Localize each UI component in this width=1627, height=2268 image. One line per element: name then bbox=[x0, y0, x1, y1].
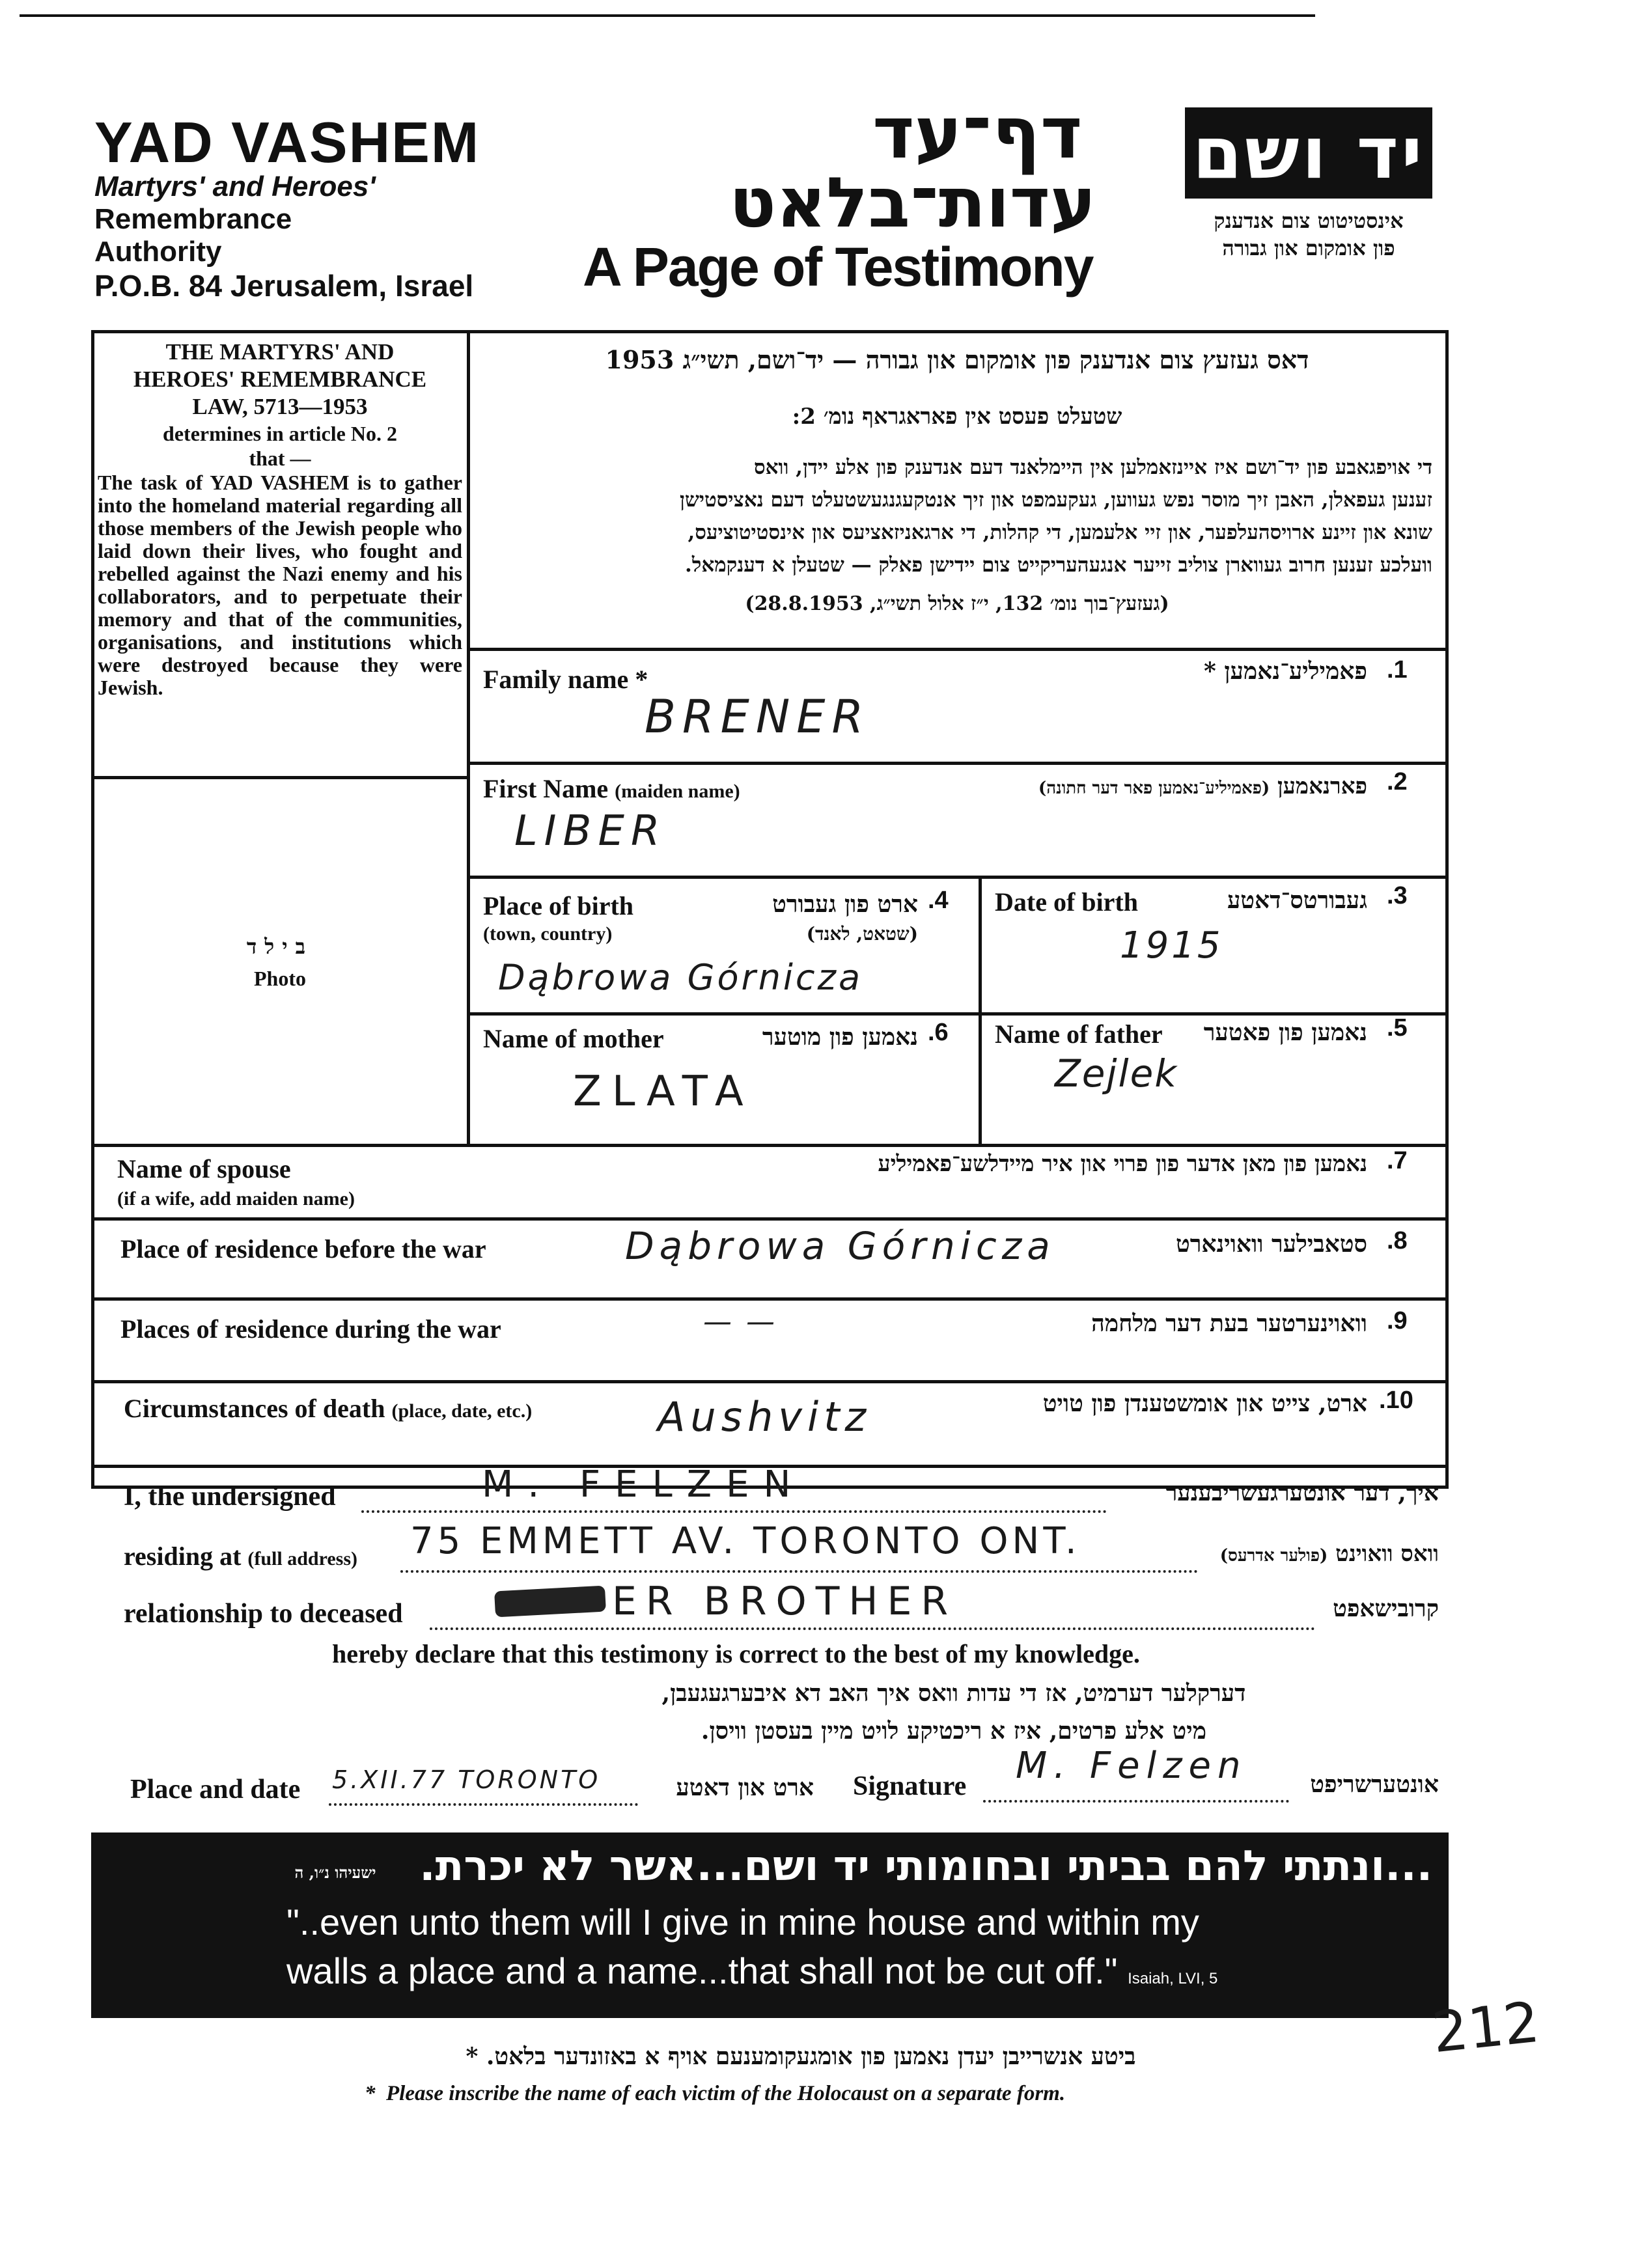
left-column-divider bbox=[467, 330, 470, 1147]
relationship-value[interactable]: ER BROTHER bbox=[612, 1579, 958, 1624]
place-date-label: Place and date bbox=[130, 1775, 301, 1805]
photo-hebrew: בילד bbox=[246, 934, 314, 959]
banner-english-2: walls a place and a name...that shall not be cut off." Isaiah, LVI, 5 bbox=[286, 1950, 1218, 1991]
death-hebrew: ארט, צייט און אומשטענדן פון טויט bbox=[1042, 1390, 1367, 1417]
signature-value[interactable]: M. Felzen bbox=[1016, 1745, 1247, 1787]
place-of-birth-value[interactable]: Dąbrowa Górnicza bbox=[498, 957, 863, 998]
place-date-value[interactable]: 5.XII.77 TORONTO bbox=[332, 1765, 601, 1794]
first-name-hebrew: פארנאמען (פאמיליע־נאמען פאר דער חתונה) bbox=[1038, 773, 1367, 799]
hebrew-law-body-4: וועלכע זענען חרוב געווארן צוליב זייער אנגעהעריקייט צום יידישן פאלק — שטעלן א דענקמאל. bbox=[685, 553, 1432, 577]
signature-line bbox=[983, 1800, 1289, 1803]
form-title: A Page of Testimony bbox=[583, 236, 1093, 297]
place-date-line bbox=[329, 1803, 638, 1806]
undersigned-line bbox=[361, 1510, 1107, 1513]
date-of-birth-value[interactable]: 1915 bbox=[1120, 924, 1223, 967]
org-line-2: Remembrance bbox=[94, 203, 292, 235]
page-number: 212 bbox=[1429, 1989, 1542, 2066]
undersigned-label: I, the undersigned bbox=[124, 1482, 336, 1512]
org-line-1: Martyrs' and Heroes' bbox=[94, 171, 376, 202]
law-title-1: THE MARTYRS' AND bbox=[165, 339, 395, 365]
logo-text: יד ושם bbox=[1192, 111, 1425, 195]
signature-hebrew: אונטערשריפט bbox=[1310, 1771, 1439, 1798]
banner-english-1: "..even unto them will I give in mine house and within my bbox=[286, 1902, 1199, 1943]
residence-before-value[interactable]: Dąbrowa Górnicza bbox=[625, 1224, 1055, 1268]
logo-sub-2: פון אומקום און גבורה bbox=[1222, 236, 1395, 260]
org-line-3: Authority bbox=[94, 236, 222, 268]
residence-before-hebrew: סטאבילער וואוינארט bbox=[1176, 1230, 1367, 1258]
hebrew-declaration-1: דערקלער דערמיט, אז די עדות וואס איך האב דא איבערגעגעבן, bbox=[661, 1680, 1246, 1707]
banner-english-ref: Isaiah, LVI, 5 bbox=[1128, 1970, 1218, 1987]
spouse-sub: (if a wife, add maiden name) bbox=[117, 1188, 355, 1210]
footer-hebrew: ביטע אנשרייבן יעדן נאמען פון אומגעקומענעם אויף א באזונדער בלאט. * bbox=[466, 2043, 1136, 2070]
residence-during-label: Places of residence during the war bbox=[120, 1314, 501, 1344]
father-number: .5 bbox=[1387, 1014, 1408, 1042]
law-title-2: HEROES' REMEMBRANCE bbox=[133, 366, 427, 392]
mother-hebrew: נאמען פון מוטער bbox=[762, 1023, 918, 1051]
residing-value[interactable]: 75 EMMETT AV. TORONTO ONT. bbox=[410, 1520, 1081, 1562]
death-label: Circumstances of death (place, date, etc.) bbox=[124, 1394, 533, 1423]
row-line-2 bbox=[467, 762, 1449, 765]
law-title-5: that — bbox=[249, 447, 311, 470]
row-line-7 bbox=[91, 1297, 1449, 1301]
date-of-birth-number: .3 bbox=[1387, 882, 1408, 909]
banner-hebrew-ref: ישעיהו נ״ו, ה bbox=[294, 1863, 376, 1882]
residing-hebrew: וואס וואוינט (פולער אדרעס) bbox=[1219, 1541, 1439, 1567]
photo-label: Photo bbox=[254, 967, 306, 990]
spouse-number: .7 bbox=[1387, 1147, 1408, 1174]
residence-during-value[interactable]: — — bbox=[703, 1305, 777, 1338]
residing-label: residing at (full address) bbox=[124, 1542, 358, 1571]
residence-during-hebrew: וואוינערטער בעת דער מלחמה bbox=[1091, 1310, 1367, 1337]
family-name-value[interactable]: BRENER bbox=[645, 690, 870, 743]
death-number: .10 bbox=[1379, 1387, 1413, 1414]
law-body: The task of YAD VASHEM is to gather into the homeland material regarding all those members of the Jewish people who laid down their lives, who fought and rebelled against the Nazi enemy and his collaborators, and to perpetuate their memory and that of the communities, organisations, and institutions which were destroyed because they were Jewish. bbox=[98, 471, 462, 699]
hebrew-law-line-1: דאס געזעץ צום אנדענק פון אומקום און גבורה — יד־ושם, תשי״ג 1953 bbox=[605, 345, 1309, 374]
row-line-1 bbox=[467, 648, 1449, 651]
death-value[interactable]: Aushvitz bbox=[658, 1393, 872, 1441]
hebrew-declaration-2: מיט אלע פרטים, איז א ריכטיקע לויט מיין בעסטן וויסן. bbox=[701, 1717, 1207, 1745]
law-title-4: determines in article No. 2 bbox=[163, 422, 397, 445]
hebrew-title-1: דף־עד bbox=[872, 91, 1083, 174]
spouse-hebrew: נאמען פון מאן אדער פון פרוי און איר מיידלשע־פאמיליע bbox=[878, 1151, 1367, 1177]
father-value[interactable]: Zejlek bbox=[1055, 1051, 1178, 1096]
top-rule bbox=[20, 14, 1315, 17]
footer-english: * Please inscribe the name of each victim of the Holocaust on a separate form. bbox=[365, 2082, 1066, 2105]
place-date-hebrew: ארט און דאטע bbox=[676, 1774, 814, 1801]
hebrew-law-line-2: שטעלט פעסט אין פאראגראף נומ׳ 2: bbox=[792, 404, 1122, 430]
relationship-hebrew: קרובישאפט bbox=[1333, 1595, 1439, 1622]
row-line-3 bbox=[467, 876, 1449, 879]
signature-label: Signature bbox=[853, 1771, 967, 1801]
family-name-label: Family name * bbox=[483, 665, 648, 694]
hebrew-law-body-2: זענען געפאלן, האבן זיך מוסר נפש געווען, געקעמפט און זיך אנטקעגנגעשטעלט דעם נאציסטישן bbox=[680, 488, 1432, 512]
law-title-3: LAW, 5713—1953 bbox=[192, 394, 368, 419]
residence-before-number: .8 bbox=[1387, 1227, 1408, 1254]
hebrew-law-citation: (געזעץ־בוך נומ׳ 132, י״ז אלול תשי״ג, 28.8.1953) bbox=[745, 592, 1169, 615]
place-of-birth-hebrew: ארט פון געבורט bbox=[772, 891, 918, 918]
date-of-birth-label: Date of birth bbox=[995, 887, 1138, 917]
hebrew-title-2: עדות־בלאט bbox=[729, 163, 1096, 243]
first-name-label: First Name (maiden name) bbox=[483, 774, 740, 803]
residence-during-number: .9 bbox=[1387, 1307, 1408, 1335]
father-label: Name of father bbox=[995, 1019, 1163, 1049]
spouse-label: Name of spouse bbox=[117, 1154, 291, 1183]
org-title: YAD VASHEM bbox=[94, 110, 480, 174]
father-hebrew: נאמען פון פאטער bbox=[1203, 1019, 1367, 1046]
first-name-value[interactable]: LIBER bbox=[514, 807, 667, 855]
relationship-scribble bbox=[494, 1586, 606, 1618]
place-of-birth-hebrew-sub: (שטאט, לאנד) bbox=[806, 923, 918, 945]
law-box bbox=[98, 339, 462, 699]
declaration-text: hereby declare that this testimony is correct to the best of my knowledge. bbox=[332, 1639, 1140, 1668]
place-of-birth-label: Place of birth bbox=[483, 891, 634, 920]
hebrew-law-body-1: די אויפגאבע פון יד־ושם איז איינזאמלען אין היימלאנד דעם אנדענק פון אלע יידן, וואס bbox=[753, 456, 1432, 479]
undersigned-hebrew: איך, דער אונטערגעשריבענער bbox=[1165, 1479, 1439, 1506]
residence-before-label: Place of residence before the war bbox=[120, 1234, 486, 1264]
date-of-birth-hebrew: געבורטס־דאטע bbox=[1227, 887, 1367, 914]
residing-line bbox=[400, 1570, 1198, 1573]
family-name-number: .1 bbox=[1387, 656, 1408, 684]
relationship-label: relationship to deceased bbox=[124, 1599, 403, 1629]
mother-number: .6 bbox=[928, 1019, 949, 1046]
row-line-6 bbox=[91, 1217, 1449, 1221]
place-of-birth-sub: (town, country) bbox=[483, 923, 613, 945]
mother-value[interactable]: ZLATA bbox=[573, 1068, 754, 1116]
banner-hebrew-verse: ...ונתתי להם בביתי ובחומותי יד ושם...אשר לא יכרת. bbox=[419, 1842, 1432, 1890]
row-line-5 bbox=[91, 1144, 1449, 1147]
family-name-hebrew: פאמיליע־נאמען * bbox=[1204, 657, 1367, 685]
first-name-number: .2 bbox=[1387, 768, 1408, 795]
hebrew-law-body-3: שונא און זיינע ארויסהעלפער, און זיי אלעמען, די קהלות, די ארגאניזאציעס און אינסטיטוציעס, bbox=[688, 521, 1432, 544]
logo-sub-1: אינסטיטוט צום אנדענק bbox=[1214, 208, 1404, 233]
relationship-line bbox=[430, 1627, 1315, 1630]
place-of-birth-number: .4 bbox=[928, 887, 949, 914]
row-line-4 bbox=[467, 1012, 1449, 1016]
undersigned-value[interactable]: M. FELZEN bbox=[482, 1463, 805, 1506]
yad-vashem-logo bbox=[1185, 107, 1432, 199]
law-box-bottom bbox=[91, 776, 469, 779]
mother-label: Name of mother bbox=[483, 1024, 664, 1053]
row-line-8 bbox=[91, 1380, 1449, 1383]
org-address: P.O.B. 84 Jerusalem, Israel bbox=[94, 269, 474, 303]
birth-divider bbox=[979, 876, 982, 1147]
